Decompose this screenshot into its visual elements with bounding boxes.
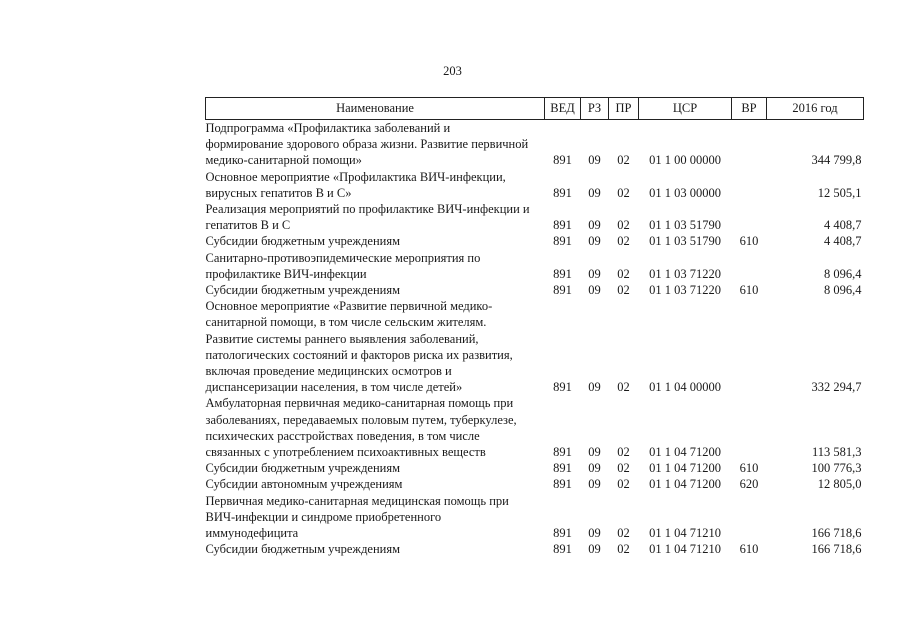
table-row xyxy=(206,233,864,249)
row-amount: 113 581,3 xyxy=(811,445,862,460)
row-csr: 01 1 03 71220 xyxy=(649,266,721,281)
header-row xyxy=(206,98,864,120)
row-name-cell xyxy=(206,250,545,282)
row-ved: 891 xyxy=(553,526,572,541)
row-csr: 01 1 04 71210 xyxy=(649,542,721,557)
row-name-cell xyxy=(206,493,545,542)
row-rz: 09 xyxy=(588,461,601,476)
row-pr: 02 xyxy=(617,153,630,168)
row-name-cell xyxy=(206,298,545,395)
row-pr: 02 xyxy=(617,542,630,557)
row-rz: 09 xyxy=(588,283,601,298)
row-csr: 01 1 04 00000 xyxy=(649,380,721,395)
row-rz: 09 xyxy=(588,542,601,557)
row-amount: 8 096,4 xyxy=(824,266,862,281)
row-amount: 4 408,7 xyxy=(824,234,862,249)
row-pr: 02 xyxy=(617,234,630,249)
row-name-cell xyxy=(206,120,545,169)
budget-table xyxy=(205,97,864,557)
table-row xyxy=(206,169,864,201)
row-amount: 166 718,6 xyxy=(811,526,862,541)
table-row xyxy=(206,476,864,492)
row-rz: 09 xyxy=(588,218,601,233)
row-ved: 891 xyxy=(553,234,572,249)
row-name: Первичная медико-санитарная медицинская помощь при ВИЧ-инфекции и синдроме приобретенного иммунодефицита xyxy=(205,493,509,541)
row-rz: 09 xyxy=(588,234,601,249)
table-row xyxy=(206,460,864,476)
row-rz: 09 xyxy=(588,380,601,395)
row-vr: 620 xyxy=(739,477,759,492)
row-name-cell xyxy=(206,169,545,201)
row-amount: 100 776,3 xyxy=(811,461,862,476)
row-vr xyxy=(732,120,767,169)
row-ved: 891 xyxy=(553,445,572,460)
row-name-cell xyxy=(206,541,545,557)
page-number: 203 xyxy=(443,64,462,78)
row-name: Субсидии бюджетным учреждениям xyxy=(205,234,401,249)
table-row xyxy=(206,201,864,233)
row-ved: 891 xyxy=(553,266,572,281)
row-name-cell xyxy=(206,201,545,233)
row-name-cell xyxy=(206,282,545,298)
row-amount: 12 505,1 xyxy=(817,185,862,200)
column-header-pr: ПР xyxy=(609,98,639,120)
table-row xyxy=(206,541,864,557)
table-row xyxy=(206,493,864,542)
row-vr: 610 xyxy=(739,283,759,298)
table-header xyxy=(206,98,864,120)
row-amount: 8 096,4 xyxy=(824,283,862,298)
row-name: Амбулаторная первичная медико-санитарная помощь при заболеваниях, передаваемых половым путем, туберкулезе, психических расстройствах поведения, в том числе связанных с употреблением психоактивных веществ xyxy=(205,396,517,460)
row-pr: 02 xyxy=(617,283,630,298)
row-ved: 891 xyxy=(553,380,572,395)
row-pr: 02 xyxy=(617,185,630,200)
row-name: Субсидии бюджетным учреждениям xyxy=(205,542,401,557)
row-ved: 891 xyxy=(553,283,572,298)
row-name-cell xyxy=(206,460,545,476)
row-csr: 01 1 04 71200 xyxy=(649,477,721,492)
row-pr: 02 xyxy=(617,218,630,233)
row-csr: 01 1 03 71220 xyxy=(649,283,721,298)
row-amount: 166 718,6 xyxy=(811,542,862,557)
row-rz: 09 xyxy=(588,185,601,200)
row-amount: 4 408,7 xyxy=(824,218,862,233)
row-rz: 09 xyxy=(588,526,601,541)
row-pr: 02 xyxy=(617,266,630,281)
table-row xyxy=(206,298,864,395)
row-name: Субсидии бюджетным учреждениям xyxy=(205,283,401,298)
row-name-cell xyxy=(206,395,545,460)
row-vr: 610 xyxy=(739,542,759,557)
table-body xyxy=(206,120,864,558)
row-csr: 01 1 04 71210 xyxy=(649,526,721,541)
row-vr xyxy=(732,395,767,460)
row-vr xyxy=(732,201,767,233)
row-rz: 09 xyxy=(588,266,601,281)
row-ved: 891 xyxy=(553,461,572,476)
row-pr: 02 xyxy=(617,526,630,541)
row-csr: 01 1 03 51790 xyxy=(649,218,721,233)
row-amount: 332 294,7 xyxy=(811,380,862,395)
column-header-name: Наименование xyxy=(206,98,545,120)
row-ved: 891 xyxy=(553,218,572,233)
row-pr: 02 xyxy=(617,461,630,476)
row-ved: 891 xyxy=(553,477,572,492)
row-csr: 01 1 04 71200 xyxy=(649,445,721,460)
row-ved: 891 xyxy=(553,153,572,168)
row-vr: 610 xyxy=(739,234,759,249)
table-row xyxy=(206,395,864,460)
row-name: Субсидии автономным учреждениям xyxy=(205,477,403,492)
row-rz: 09 xyxy=(588,445,601,460)
row-name: Санитарно-противоэпидемические мероприятия по профилактике ВИЧ-инфекции xyxy=(205,250,481,281)
row-vr xyxy=(732,298,767,395)
row-vr xyxy=(732,250,767,282)
row-name: Основное мероприятие «Развитие первичной медико-санитарной помощи, в том числе сельским жителям. Развитие системы раннего выявления заболеваний, патологических состояний и факторов риска их развития, включая проведение медицинских осмотров и диспансеризации населения, в том числе детей» xyxy=(205,299,513,395)
row-amount: 344 799,8 xyxy=(811,153,862,168)
column-header-amount: 2016 год xyxy=(767,98,864,120)
row-amount: 12 805,0 xyxy=(817,477,862,492)
row-ved: 891 xyxy=(553,185,572,200)
row-pr: 02 xyxy=(617,445,630,460)
row-name: Основное мероприятие «Профилактика ВИЧ-инфекции, вирусных гепатитов В и С» xyxy=(205,169,506,200)
row-name: Субсидии бюджетным учреждениям xyxy=(205,461,401,476)
row-name: Реализация мероприятий по профилактике ВИЧ-инфекции и гепатитов В и С xyxy=(205,202,530,233)
row-csr: 01 1 03 51790 xyxy=(649,234,721,249)
column-header-vr: ВР xyxy=(732,98,767,120)
table-row xyxy=(206,282,864,298)
column-header-ved: ВЕД xyxy=(545,98,581,120)
row-vr xyxy=(732,493,767,542)
row-csr: 01 1 03 00000 xyxy=(649,185,721,200)
row-ved: 891 xyxy=(553,542,572,557)
row-vr xyxy=(732,169,767,201)
row-name-cell xyxy=(206,476,545,492)
row-csr: 01 1 04 71200 xyxy=(649,461,721,476)
table-row xyxy=(206,250,864,282)
row-pr: 02 xyxy=(617,477,630,492)
row-name-cell xyxy=(206,233,545,249)
row-pr: 02 xyxy=(617,380,630,395)
row-name: Подпрограмма «Профилактика заболеваний и формирование здорового образа жизни. Развитие первичной медико-санитарной помощи» xyxy=(205,121,529,168)
column-header-rz: РЗ xyxy=(581,98,609,120)
table-row xyxy=(206,120,864,169)
row-rz: 09 xyxy=(588,153,601,168)
column-header-csr: ЦСР xyxy=(639,98,732,120)
row-rz: 09 xyxy=(588,477,601,492)
row-vr: 610 xyxy=(739,461,759,476)
row-csr: 01 1 00 00000 xyxy=(649,153,721,168)
